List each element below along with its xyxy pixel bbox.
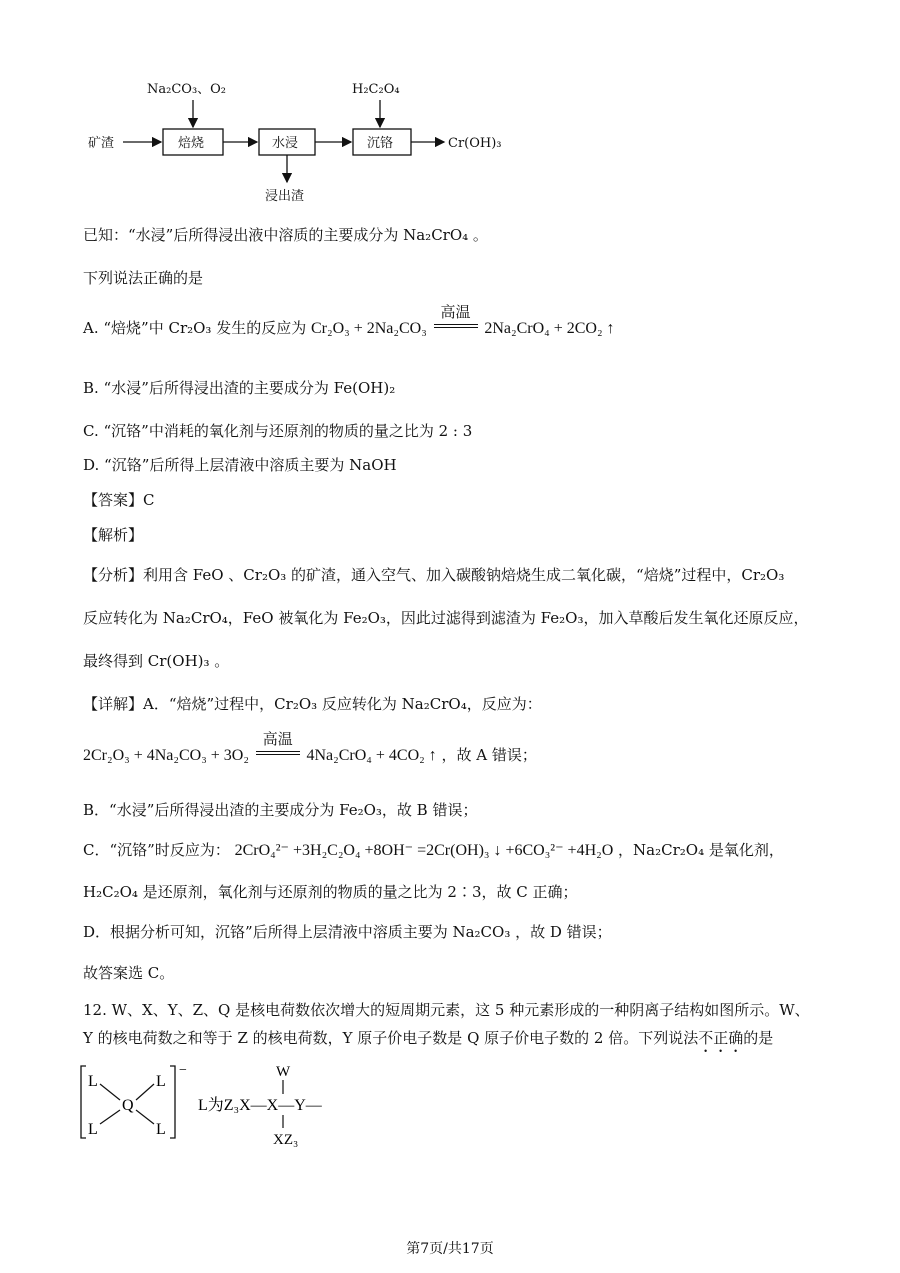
detail-c: [83, 840, 784, 861]
ligand-bottom-left: L: [88, 1121, 98, 1138]
detail-a-equation: [83, 730, 537, 766]
detail-c-equation: 2CrO₄²⁻ +3H₂C₂O₄ +8OH⁻ =2Cr(OH)₃ ↓ +6CO₃²⁻ +4H₂O: [234, 842, 614, 859]
emphasis-not-correct: 不正确: [698, 1029, 744, 1047]
flow-byproduct: 浸出渣: [265, 189, 305, 204]
center-atom: Q: [122, 1097, 134, 1114]
detail-b: B．“水浸”后所得浸出渣的主要成分为 Fe₂O₃，故 B 错误；: [83, 801, 478, 819]
option-a-condition: 高温: [434, 318, 478, 338]
detail-c-line-2: H₂C₂O₄ 是还原剂，氧化剂与还原剂的物质的量之比为 2∶3，故 C 正确；: [83, 883, 578, 901]
ligand-bottom-group: XZ₃: [273, 1132, 299, 1148]
conclusion: 故答案选 C。: [83, 964, 175, 982]
q12-line-1: 12. W、X、Y、Z、Q 是核电荷数依次增大的短周期元素，这 5 种元素形成的一种阴离子结构如图所示。W、: [83, 1001, 810, 1019]
detail-d: D．根据分析可知，沉铬”后所得上层清液中溶质主要为 Na₂CO₃ ，故 D 错误；: [83, 923, 612, 941]
q12-line-2: Y 的核电荷数之和等于 Z 的核电荷数，Y 原子价电子数是 Q 原子价电子数的 2 倍。下列说法不正确的是: [83, 1029, 774, 1047]
option-a: [83, 303, 615, 339]
question-intro: 下列说法正确的是: [83, 269, 204, 287]
ligand-top-atom: W: [276, 1064, 291, 1080]
flow-input: 矿渣: [88, 136, 115, 151]
anion-charge: −: [179, 1063, 187, 1078]
detail-a-intro: 【详解】A．“焙烧”过程中，Cr₂O₃ 反应转化为 Na₂CrO₄，反应为：: [83, 695, 542, 713]
analysis-line-3: 最终得到 Cr(OH)₃ 。: [83, 652, 230, 670]
ligand-bottom-right: L: [156, 1121, 166, 1138]
anion-structure: [78, 1060, 378, 1150]
detail-a-condition: 高温: [256, 745, 300, 765]
svg-text:水浸: 水浸: [272, 136, 299, 151]
process-flowchart: [0, 0, 900, 210]
option-a-lhs: Cr₂O₃ + 2Na₂CO₃: [311, 320, 427, 337]
flow-reagent-1: Na₂CO₃、O₂: [147, 82, 227, 97]
option-a-rhs: 2Na₂CrO₄ + 2CO₂ ↑: [484, 320, 615, 337]
analysis-line-2: 反应转化为 Na₂CrO₄，FeO 被氧化为 Fe₂O₃，因此过滤得到滤渣为 Fe₂O₃，加入草酸后发生氧化还原反应，: [83, 609, 809, 627]
detail-a-tail: ，故 A 错误；: [441, 746, 537, 764]
ligand-definition: L为Z₃X—X—Y—: [198, 1097, 322, 1114]
detail-c-prefix: C．“沉铬”时反应为：: [83, 841, 230, 859]
option-b: B. “水浸”后所得浸出渣的主要成分为 Fe(OH)₂: [83, 379, 396, 397]
flow-product: Cr(OH)₃: [448, 136, 502, 151]
flow-reagent-2: H₂C₂O₄: [352, 82, 400, 97]
svg-text:沉铬: 沉铬: [367, 136, 394, 151]
option-d: D. “沉铬”后所得上层清液中溶质主要为 NaOH: [83, 456, 397, 474]
option-a-prefix: A. “焙烧”中 Cr₂O₃ 发生的反应为: [83, 319, 307, 337]
page-footer: 第7页/共17页: [406, 1241, 494, 1257]
analysis-line-1: 【分析】利用含 FeO 、Cr₂O₃ 的矿渣，通入空气、加入碳酸钠焙烧生成二氧化碳，“焙烧”过程中，Cr₂O₃: [83, 566, 785, 584]
option-c: C. “沉铬”中消耗的氧化剂与还原剂的物质的量之比为 2 : 3: [83, 422, 473, 440]
ligand-top-left: L: [88, 1073, 98, 1090]
ligand-top-right: L: [156, 1073, 166, 1090]
answer: 【答案】C: [83, 491, 155, 509]
detail-c-tail: ，Na₂Cr₂O₄ 是氧化剂，: [618, 841, 784, 859]
detail-a-lhs: 2Cr₂O₃ + 4Na₂CO₃ + 3O₂: [83, 747, 249, 764]
known-statement: 已知：“水浸”后所得浸出液中溶质的主要成分为 Na₂CrO₄ 。: [83, 226, 488, 244]
svg-text:焙烧: 焙烧: [178, 136, 205, 151]
detail-a-rhs: 4Na₂CrO₄ + 4CO₂ ↑: [306, 747, 437, 764]
analysis-title: 【解析】: [83, 526, 144, 544]
